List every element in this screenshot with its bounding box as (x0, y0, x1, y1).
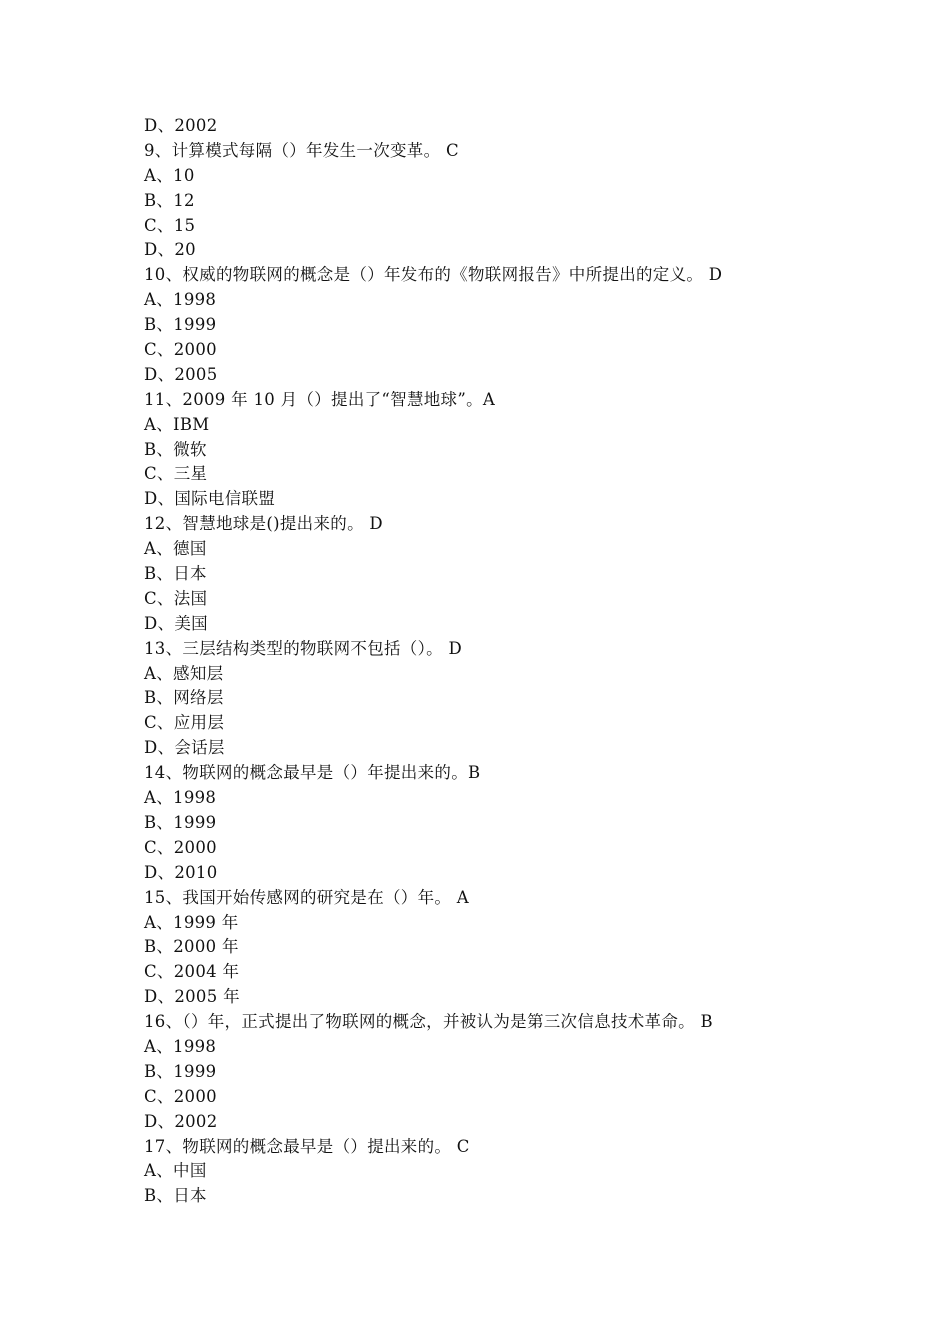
question-line: 14、物联网的概念最早是（）年提出来的。B (144, 763, 481, 783)
option-line: D、2005 (144, 364, 218, 384)
option-line: D、2010 (144, 862, 218, 882)
option-line: C、15 (144, 215, 196, 235)
option-line: D、国际电信联盟 (144, 489, 276, 509)
option-line: D、美国 (144, 613, 208, 633)
question-line: 10、权威的物联网的概念是（）年发布的《物联网报告》中所提出的定义。 D (144, 265, 723, 285)
option-line: C、2000 (144, 1086, 217, 1106)
option-line: B、1999 (144, 812, 217, 832)
option-line: A、1998 (144, 290, 217, 310)
question-line: 13、三层结构类型的物联网不包括（）。 D (144, 638, 463, 658)
option-line: A、感知层 (144, 663, 224, 683)
option-line: B、1999 (144, 1061, 217, 1081)
option-line: C、2000 (144, 340, 217, 360)
option-line: B、1999 (144, 315, 217, 335)
question-line: 11、2009 年 10 月（）提出了“智慧地球”。A (144, 389, 496, 409)
option-line: A、IBM (144, 414, 210, 434)
option-line: A、1998 (144, 788, 217, 808)
question-line: 16、（）年，正式提出了物联网的概念，并被认为是第三次信息技术革命。 B (144, 1012, 713, 1032)
question-line: 12、智慧地球是()提出来的。 D (144, 514, 383, 534)
option-line: C、三星 (144, 464, 208, 484)
option-line: B、2000 年 (144, 937, 239, 957)
option-line: D、2005 年 (144, 987, 240, 1007)
question-line: 9、计算模式每隔（）年发生一次变革。 C (144, 140, 459, 160)
option-line: D、2002 (144, 116, 218, 135)
option-line: D、20 (144, 240, 196, 260)
option-line: B、12 (144, 190, 195, 210)
option-line: B、日本 (144, 1186, 207, 1206)
option-line: C、2004 年 (144, 962, 240, 982)
option-line: C、2000 (144, 837, 217, 857)
option-line: A、10 (144, 165, 195, 185)
option-line: C、法国 (144, 588, 208, 608)
option-line: D、2002 (144, 1111, 218, 1131)
option-line: D、会话层 (144, 738, 225, 758)
option-line: A、1998 (144, 1036, 217, 1056)
option-line: A、1999 年 (144, 912, 239, 932)
option-line: B、网络层 (144, 688, 224, 708)
option-line: B、日本 (144, 564, 207, 584)
option-line: A、中国 (144, 1161, 207, 1181)
option-line: A、德国 (144, 539, 207, 559)
question-line: 17、物联网的概念最早是（）提出来的。 C (144, 1136, 470, 1156)
question-line: 15、我国开始传感网的研究是在（）年。 A (144, 887, 469, 907)
question-list (144, 114, 824, 1209)
option-line: B、微软 (144, 439, 207, 459)
option-line: C、应用层 (144, 713, 225, 733)
